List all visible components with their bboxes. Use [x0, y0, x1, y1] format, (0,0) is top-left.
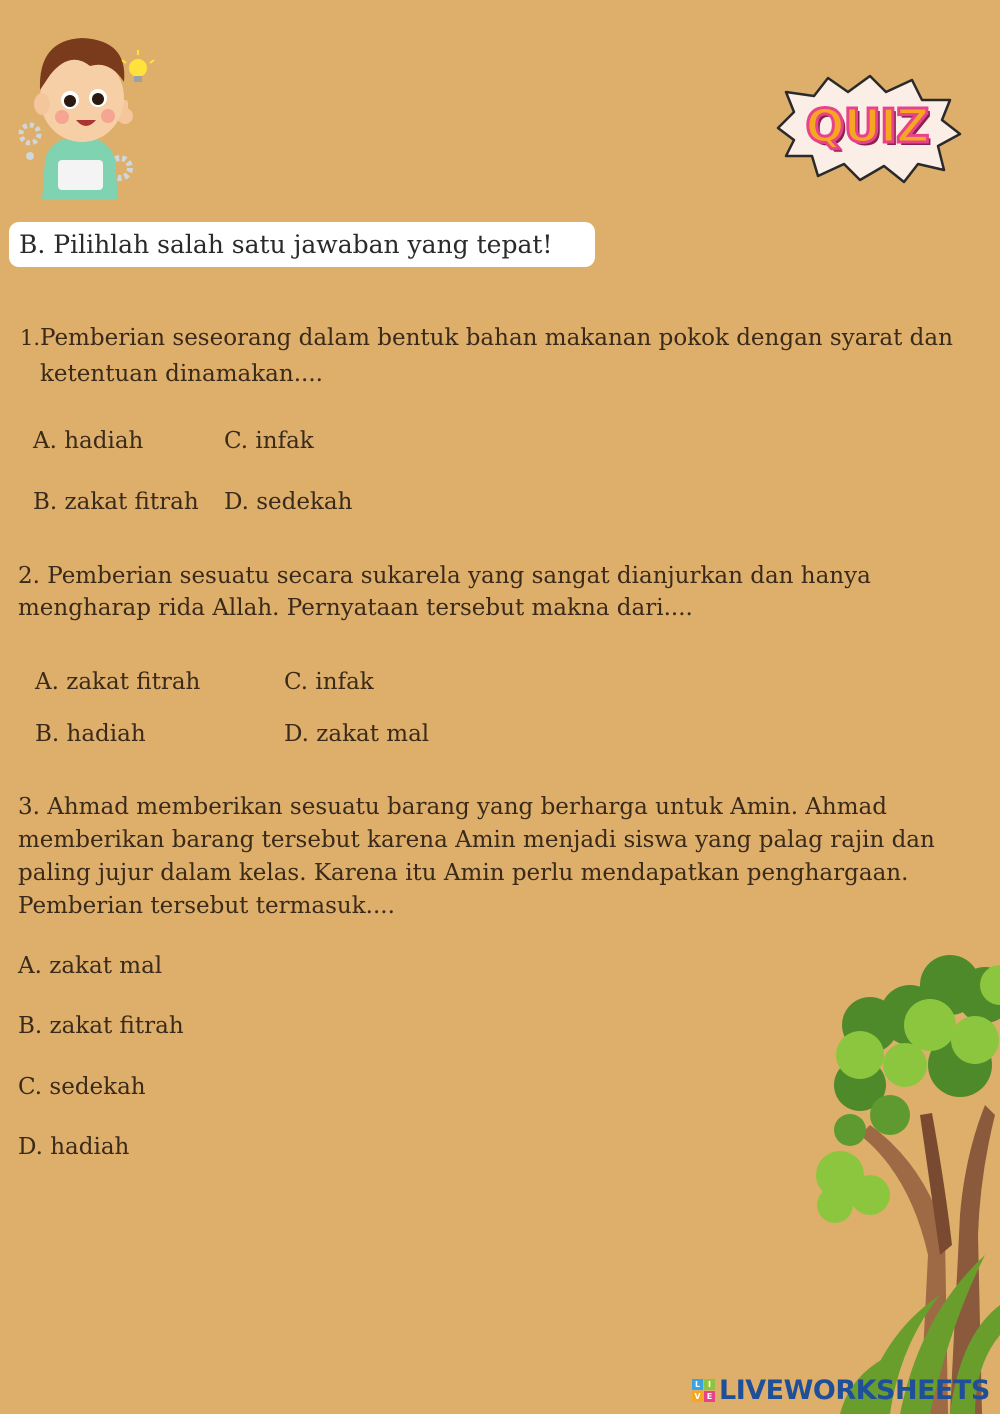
quiz-badge — [772, 72, 962, 184]
boy-idea-illustration — [10, 20, 160, 205]
q3-option-c[interactable]: C. sedekah — [18, 1074, 146, 1100]
instruction-banner: B. Pilihlah salah satu jawaban yang tepat! — [9, 222, 595, 267]
liveworksheets-watermark — [692, 1372, 990, 1408]
q3-option-a[interactable]: A. zakat mal — [18, 953, 163, 979]
question-3-line-1: 3. Ahmad memberikan sesuatu barang yang berharga untuk Amin. Ahmad — [18, 794, 887, 820]
q3-option-b[interactable]: B. zakat fitrah — [18, 1013, 184, 1039]
question-1-number: 1. — [20, 326, 41, 350]
q2-option-a[interactable]: A. zakat fitrah — [35, 669, 201, 695]
q2-option-c[interactable]: C. infak — [284, 669, 374, 695]
q2-option-d[interactable]: D. zakat mal — [284, 721, 430, 747]
question-3-line-2: memberikan barang tersebut karena Amin menjadi siswa yang palag rajin dan — [18, 827, 935, 853]
q1-option-a[interactable]: A. hadiah — [33, 428, 144, 454]
tree-illustration — [800, 955, 1000, 1414]
question-2-line-2: mengharap rida Allah. Pernyataan tersebut makna dari.... — [18, 595, 693, 621]
quiz-badge-text: QUIZ — [805, 99, 929, 153]
q1-option-d[interactable]: D. sedekah — [224, 489, 353, 515]
q1-option-b[interactable]: B. zakat fitrah — [33, 489, 199, 515]
question-2-line-1: 2. Pemberian sesuatu secara sukarela yang sangat dianjurkan dan hanya — [18, 563, 871, 589]
question-1-line-1: Pemberian seseorang dalam bentuk bahan makanan pokok dengan syarat dan — [40, 325, 953, 351]
q2-option-b[interactable]: B. hadiah — [35, 721, 146, 747]
liveworksheets-logo-icon: L I V E — [692, 1379, 715, 1402]
question-3-line-4: Pemberian tersebut termasuk.... — [18, 893, 395, 919]
question-3-line-3: paling jujur dalam kelas. Karena itu Amin perlu mendapatkan penghargaan. — [18, 860, 909, 886]
q3-option-d[interactable]: D. hadiah — [18, 1134, 130, 1160]
liveworksheets-text: LIVEWORKSHEETS — [719, 1374, 990, 1406]
q1-option-c[interactable]: C. infak — [224, 428, 314, 454]
question-1-line-2: ketentuan dinamakan.... — [40, 361, 323, 387]
